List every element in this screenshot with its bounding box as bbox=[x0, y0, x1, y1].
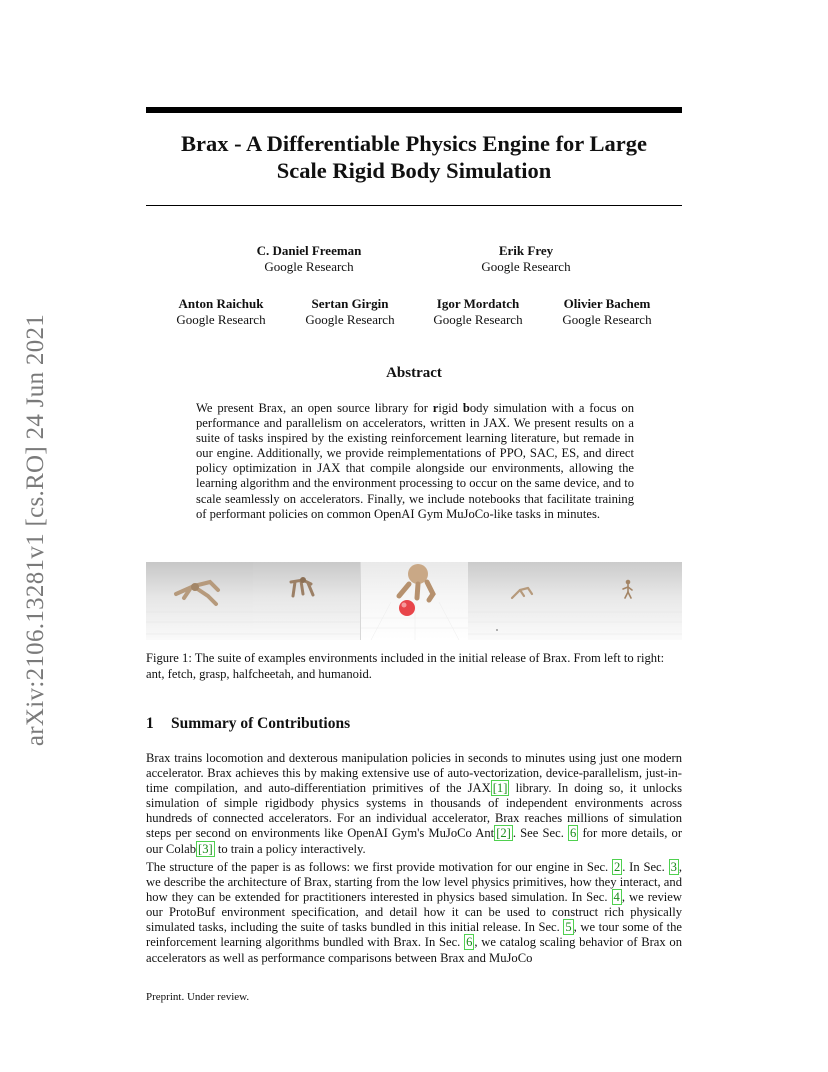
paragraph-text: , we catalog scaling behavior of Brax on accelerators as well as performance comparisons between Brax and MuJoCo bbox=[146, 935, 683, 965]
abstract-bold-r: r bbox=[432, 401, 439, 415]
section-number: 1 bbox=[146, 715, 154, 732]
title-top-rule bbox=[146, 107, 682, 113]
figure-1-caption: Figure 1: The suite of examples environments included in the initial release of Brax. From left to right: ant, fetch, grasp, halfcheetah, and humanoid. bbox=[146, 651, 665, 681]
section-title: Summary of Contributions bbox=[171, 715, 351, 732]
abstract-bold-b: b bbox=[462, 401, 470, 415]
figure-panel-halfcheetah bbox=[468, 562, 575, 640]
author-name: Sertan Girgin bbox=[311, 296, 389, 311]
author-name: C. Daniel Freeman bbox=[256, 243, 362, 258]
abstract-heading: Abstract bbox=[386, 365, 442, 381]
author-mordatch bbox=[418, 296, 538, 328]
paragraph-text: , we describe the architecture of Brax, starting from the low level physics primitives, how they interact, and how they can be extended for practitioners interested in physics based simulation. In Sec. bbox=[146, 860, 683, 905]
author-affiliation: Google Research bbox=[264, 259, 354, 274]
author-affiliation: Google Research bbox=[305, 312, 395, 327]
author-frey bbox=[456, 243, 596, 275]
author-name: Olivier Bachem bbox=[563, 296, 651, 311]
title-line-2: Scale Rigid Body Simulation bbox=[276, 158, 552, 183]
figure-panel-fetch bbox=[253, 562, 361, 640]
author-raichuk bbox=[161, 296, 281, 328]
section-1-paragraph-2 bbox=[146, 860, 682, 966]
citation-link[interactable]: [1] bbox=[492, 781, 508, 796]
author-name: Erik Frey bbox=[498, 243, 554, 258]
section-reference-link[interactable]: 6 bbox=[466, 935, 473, 950]
figure-1-environments bbox=[146, 562, 682, 640]
abstract-text-part: igid bbox=[438, 401, 463, 415]
author-freeman bbox=[239, 243, 379, 275]
author-affiliation: Google Research bbox=[433, 312, 523, 327]
author-affiliation: Google Research bbox=[562, 312, 652, 327]
author-name: Anton Raichuk bbox=[178, 296, 264, 311]
author-affiliation: Google Research bbox=[176, 312, 266, 327]
section-reference-link[interactable]: 3 bbox=[670, 860, 677, 874]
preprint-footer: Preprint. Under review. bbox=[146, 991, 250, 1003]
abstract-text-part: ody simulation with a focus on performance and parallelism on accelerators, written in JAX. We present results on a suite of tasks inspired by the existing reinforcement learning literature, but remade in our engine. Additionally, we provide reimplementations of PPO, SAC, ES, and direct policy optimization in JAX that compile alongside our environments, allowing the learning algorithm and the environment processing to occur on the same device, and to scale seamlessly on accelerators. Finally, we include notebooks that facilitate training of performant policies on common OpenAI Gym MuJoCo-like tasks in minutes. bbox=[196, 401, 634, 521]
section-1-paragraph-1 bbox=[146, 751, 682, 857]
abstract-body bbox=[196, 401, 634, 522]
section-reference-link[interactable]: 5 bbox=[565, 920, 572, 935]
paragraph-text: to train a policy interactively. bbox=[214, 841, 366, 856]
citation-link[interactable]: [3] bbox=[198, 841, 213, 856]
section-reference-link[interactable]: 4 bbox=[613, 890, 620, 905]
author-girgin bbox=[290, 296, 410, 328]
figure-panel-grasp bbox=[361, 562, 468, 640]
paragraph-text: library. In doing so, it unlocks simulation of simple rigidbody physics systems in thousands of independent environments across hundreds of connected accelerators. For an individual accelerator, Brax reaches millions of simulation steps per second on environments like OpenAI Gym's MuJoCo Ant bbox=[146, 781, 682, 841]
paragraph-text: . In Sec. bbox=[622, 860, 669, 874]
figure-panel-humanoid bbox=[575, 562, 682, 640]
author-bachem bbox=[547, 296, 667, 328]
paragraph-text: Brax trains locomotion and dexterous manipulation policies in seconds to minutes using just one modern accelerator. Brax achieves this by making extensive use of auto-vectorization, device-parallelism, just-in-time compilation, and auto-differentiation primitives of the JAX bbox=[146, 751, 682, 796]
citation-link[interactable]: [2] bbox=[496, 826, 511, 841]
arxiv-identifier: arXiv:2106.13281v1 [cs.RO] 24 Jun 2021 bbox=[22, 313, 49, 747]
paragraph-text: The structure of the paper is as follows: we first provide motivation for our engine in Sec. bbox=[146, 860, 612, 874]
title-line-1: Brax - A Differentiable Physics Engine for Large bbox=[180, 131, 647, 156]
paragraph-text: . See Sec. bbox=[512, 826, 569, 841]
author-name: Igor Mordatch bbox=[436, 296, 520, 311]
figure-panel-ant bbox=[146, 562, 253, 640]
title-bottom-rule bbox=[146, 205, 682, 206]
paragraph-text: , we tour some of the reinforcement learning algorithms bundled with Brax. In Sec. bbox=[146, 920, 683, 950]
section-reference-link[interactable]: 6 bbox=[570, 826, 577, 841]
paper-title bbox=[146, 130, 682, 184]
abstract-text-part: We present Brax, an open source library for bbox=[196, 401, 433, 415]
section-heading bbox=[146, 715, 350, 733]
paragraph-text: for more details, or our Colab bbox=[146, 826, 683, 856]
paragraph-text: , we review our ProtoBuf environment specification, and detail how it can be used to construct rich physically simulated tasks, including the suite of tasks bundled in this initial release. In Sec. bbox=[146, 890, 682, 935]
section-reference-link[interactable]: 2 bbox=[613, 860, 621, 874]
author-affiliation: Google Research bbox=[481, 259, 571, 274]
